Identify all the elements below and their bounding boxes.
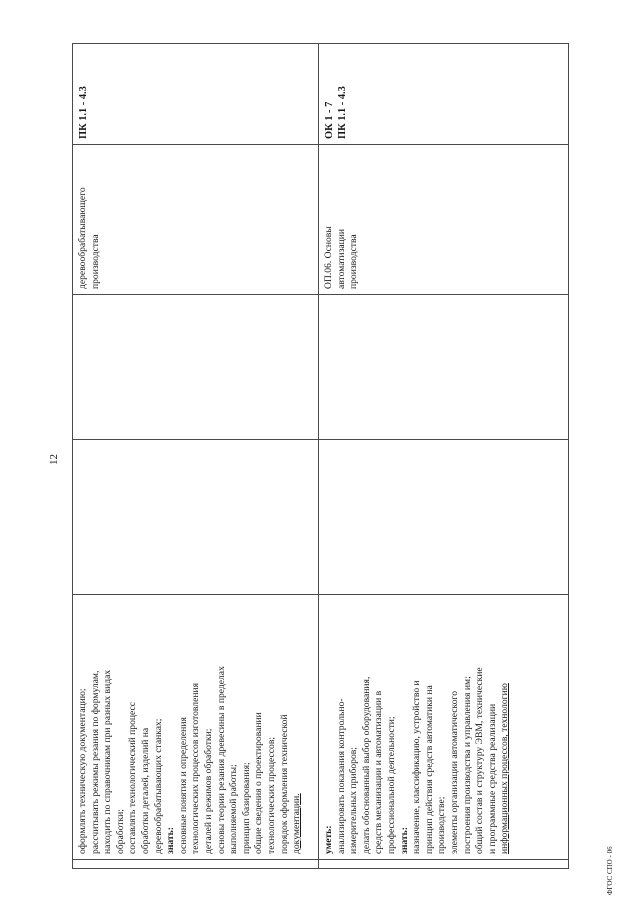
- row1-skills-cell: [73, 595, 319, 860]
- list-item: находить по справочникам при разных видах: [102, 669, 114, 854]
- list-item: порядок оформления технической: [278, 714, 290, 854]
- table-row: [73, 44, 319, 869]
- row2-discipline-lines: [323, 150, 361, 289]
- row1-competency-cell: [73, 44, 319, 145]
- list-item: деревообрабатывающих станках;: [152, 718, 164, 854]
- discipline-text-line: ОП.06. Основы: [323, 226, 334, 289]
- list-item: составлять технологический процесс: [127, 701, 139, 854]
- competency-code: ОК 1 - 7: [324, 101, 335, 139]
- list-item: принцип базирования;: [240, 762, 252, 854]
- footer-standard-code: ФГОС СПО - 06: [606, 846, 614, 895]
- list-item: деталей и режимов обработки;: [202, 728, 214, 854]
- row2-blank-cell: [319, 860, 569, 869]
- list-item: информационных процессов, технологию: [499, 683, 511, 854]
- list-item: рассчитывать режимы резания по формулам,: [89, 670, 101, 854]
- row1-skills-list: [77, 600, 304, 854]
- row1-discipline-lines: [77, 150, 102, 289]
- discipline-text-line: производства: [89, 234, 101, 289]
- list-item: принцип действия средств автоматики на: [423, 685, 435, 854]
- section-heading: знать:: [398, 827, 410, 854]
- list-item: производстве;: [436, 796, 448, 854]
- list-item: средств механизации и автоматизации в: [373, 690, 385, 854]
- row1-blank-cell: [73, 860, 319, 869]
- list-item: основы теории резания древесины в пределах: [215, 666, 227, 854]
- row2-skills-list: [323, 600, 512, 854]
- table-row: [319, 44, 569, 869]
- row2-competency-cell: [319, 44, 569, 145]
- list-item: оформлять техническую документацию;: [77, 688, 88, 854]
- list-item: общий состав и структуру ЭВМ, технические: [474, 667, 486, 854]
- list-item: основные понятия и определения: [177, 717, 189, 854]
- list-item: технологических процессов;: [265, 736, 277, 854]
- list-item: анализировать показания контрольно-: [335, 698, 347, 854]
- competency-code: ПК 1.1 - 4.3: [337, 86, 348, 139]
- discipline-text-line: автоматизации: [335, 228, 347, 289]
- list-item: элементы организации автоматического: [448, 690, 460, 854]
- list-item: выполняемой работы;: [228, 764, 240, 854]
- list-item: обработки;: [114, 809, 126, 854]
- row2-skills-cell: [319, 595, 569, 860]
- row2-competency-codes: [323, 49, 349, 139]
- row1-empty-cell-b: [73, 295, 319, 440]
- list-item: технологических процессов изготовления: [190, 682, 202, 854]
- section-heading: знать:: [165, 827, 177, 854]
- list-item: измерительных приборов;: [348, 747, 360, 854]
- row2-empty-cell-a: [319, 440, 569, 595]
- list-item: назначение, классификацию, устройство и: [411, 680, 423, 854]
- list-item: и программные средства реализации: [486, 703, 498, 854]
- row1-discipline-cell: [73, 145, 319, 295]
- competency-code: ПК 1.1 - 4.3: [78, 86, 89, 139]
- list-item: профессиональной деятельности;: [385, 716, 397, 854]
- row2-empty-cell-b: [319, 295, 569, 440]
- row1-empty-cell-a: [73, 440, 319, 595]
- list-item: обработки деталей, изделий на: [139, 727, 151, 854]
- list-item: делать обоснованный выбор оборудования,: [360, 676, 372, 854]
- discipline-text-line: производства: [348, 234, 360, 289]
- row2-discipline-cell: [319, 145, 569, 295]
- list-item: общие сведения о проектировании: [253, 712, 265, 854]
- section-heading: уметь:: [323, 825, 334, 854]
- row1-competency-codes: [77, 49, 90, 139]
- list-item: построения производства и управления им;: [461, 676, 473, 854]
- curriculum-table: [72, 43, 569, 869]
- discipline-text-line: деревообрабатывающего: [77, 187, 88, 289]
- page-number: 12: [48, 454, 60, 465]
- list-item: документации.: [291, 793, 303, 854]
